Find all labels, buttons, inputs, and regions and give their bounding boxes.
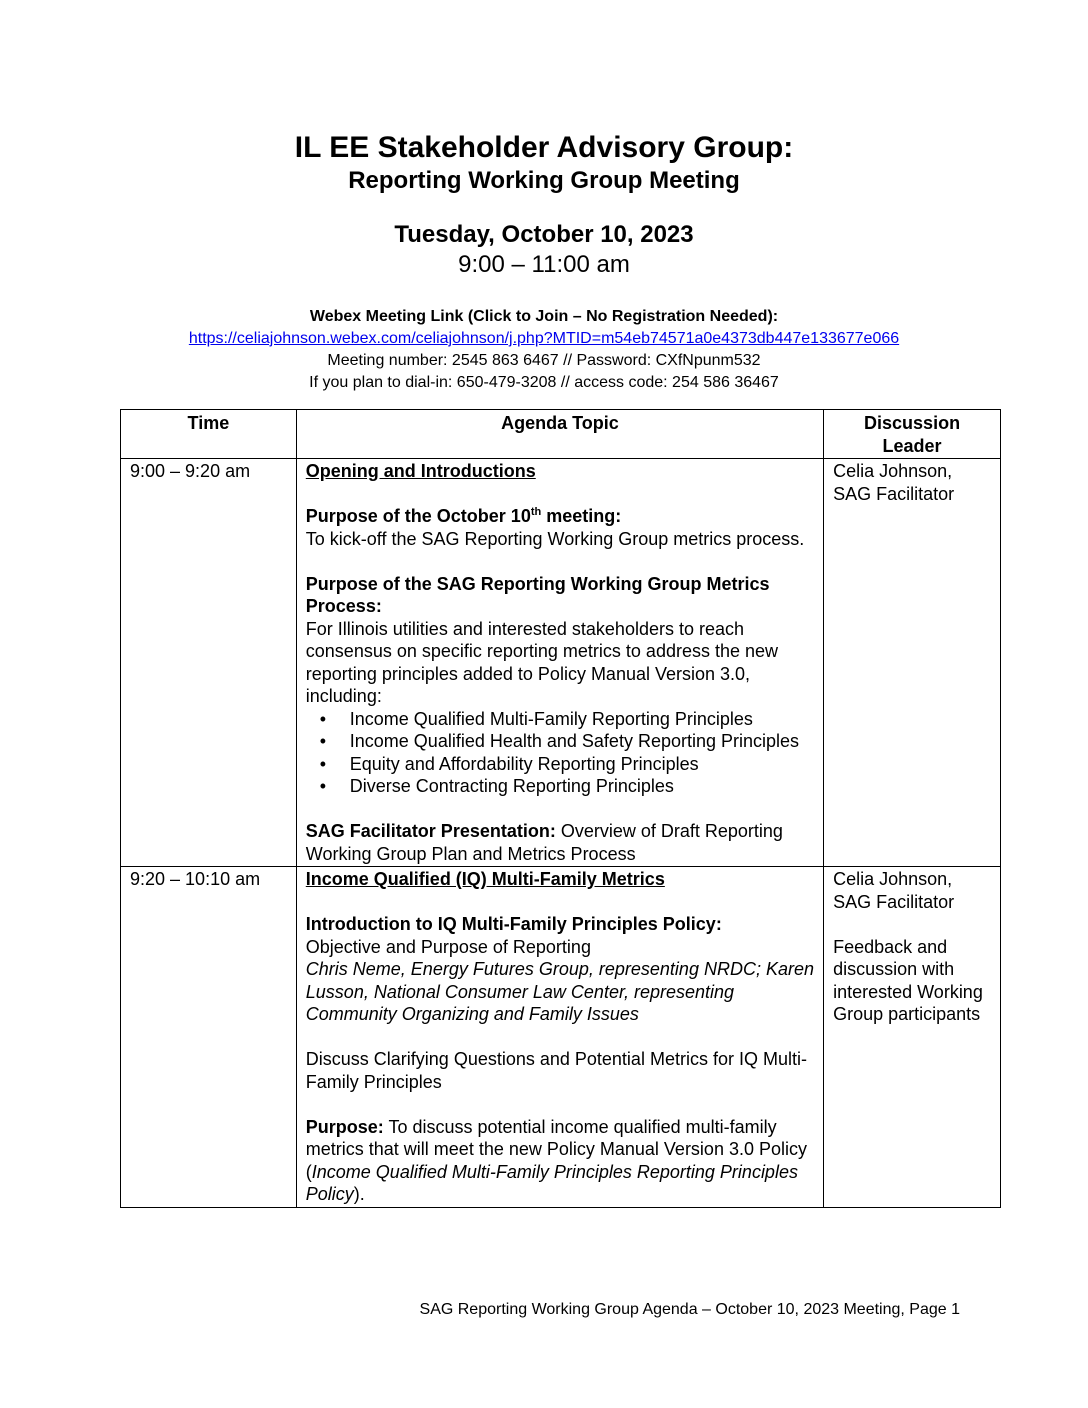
list-item: • Diverse Contracting Reporting Principles <box>350 775 815 798</box>
row2-purpose: Purpose: To discuss potential income qualified multi-family metrics that will meet the new Policy Manual Version 3.0 Policy (Income Qualified Multi-Family Principles Reporting Principles Policy). <box>305 1116 807 1204</box>
meeting-time: 9:00 – 11:00 am <box>458 251 630 278</box>
row1-title: Opening and Introductions <box>305 461 536 481</box>
webex-link[interactable]: https://celiajohnson.webex.com/celiajohnson/j.php?MTID=m54eb74571a0e4373db447e133677e066 <box>188 330 900 347</box>
row2-presenters: Chris Neme, Energy Futures Group, representing NRDC; Karen Lusson, National Consumer Law Center, representing Community Organizing and Family Issues <box>305 959 814 1024</box>
row1-process-text: For Illinois utilities and interested stakeholders to reach consensus on specific reporting metrics to address the new reporting principles added to Policy Manual Version 3.0, including: <box>305 618 779 706</box>
page-footer: SAG Reporting Working Group Agenda – October 10, 2023 Meeting, Page 1 <box>419 1301 960 1318</box>
row2-leader-name: Celia Johnson, SAG Facilitator <box>833 869 955 912</box>
webex-info <box>0 306 1088 394</box>
table-row <box>121 459 1001 867</box>
list-item: • Income Qualified Health and Safety Reporting Principles <box>350 730 815 753</box>
list-item: • Income Qualified Multi-Family Reporting Principles <box>350 708 815 731</box>
dial-in-info: If you plan to dial-in: 650-479-3208 // access code: 254 586 36467 <box>309 374 779 391</box>
row1-process-label: Purpose of the SAG Reporting Working Group Metrics Process: <box>305 573 770 616</box>
row1-leader: Celia Johnson, SAG Facilitator <box>824 459 1001 867</box>
row2-discuss: Discuss Clarifying Questions and Potential Metrics for IQ Multi-Family Principles <box>305 1049 807 1092</box>
agenda-table <box>120 409 1001 1208</box>
list-item: • Equity and Affordability Reporting Principles <box>350 753 815 776</box>
header-discussion-leader: Discussion Leader <box>824 410 1001 459</box>
principles-list <box>306 708 815 798</box>
webex-label: Webex Meeting Link (Click to Join – No Registration Needed): <box>309 308 779 325</box>
header-time: Time <box>121 410 297 459</box>
table-row <box>121 867 1001 1208</box>
row2-topic <box>296 867 823 1208</box>
row2-title: Income Qualified (IQ) Multi-Family Metrics <box>305 869 665 889</box>
document-title: IL EE Stakeholder Advisory Group: <box>294 131 794 164</box>
row2-intro-text: Objective and Purpose of Reporting <box>305 936 591 957</box>
meeting-number: Meeting number: 2545 863 6467 // Password: CXfNpunm532 <box>327 352 761 369</box>
header-agenda-topic: Agenda Topic <box>296 410 823 459</box>
row1-purpose-label: Purpose of the October 10th meeting: <box>305 506 622 526</box>
document-subtitle: Reporting Working Group Meeting <box>348 167 740 194</box>
row2-time: 9:20 – 10:10 am <box>121 867 297 1208</box>
row1-topic <box>296 459 823 867</box>
row2-intro-label: Introduction to IQ Multi-Family Principles Policy: <box>305 914 722 934</box>
meeting-date: Tuesday, October 10, 2023 <box>394 221 694 248</box>
row1-presentation: SAG Facilitator Presentation: Overview of Draft Reporting Working Group Plan and Metrics Process <box>305 821 783 864</box>
table-header-row <box>121 410 1001 459</box>
row1-time: 9:00 – 9:20 am <box>121 459 297 867</box>
row1-purpose-text: To kick-off the SAG Reporting Working Group metrics process. <box>305 528 805 549</box>
row2-leader-note: Feedback and discussion with interested Working Group participants <box>833 936 983 1024</box>
row2-leader <box>824 867 1001 1208</box>
